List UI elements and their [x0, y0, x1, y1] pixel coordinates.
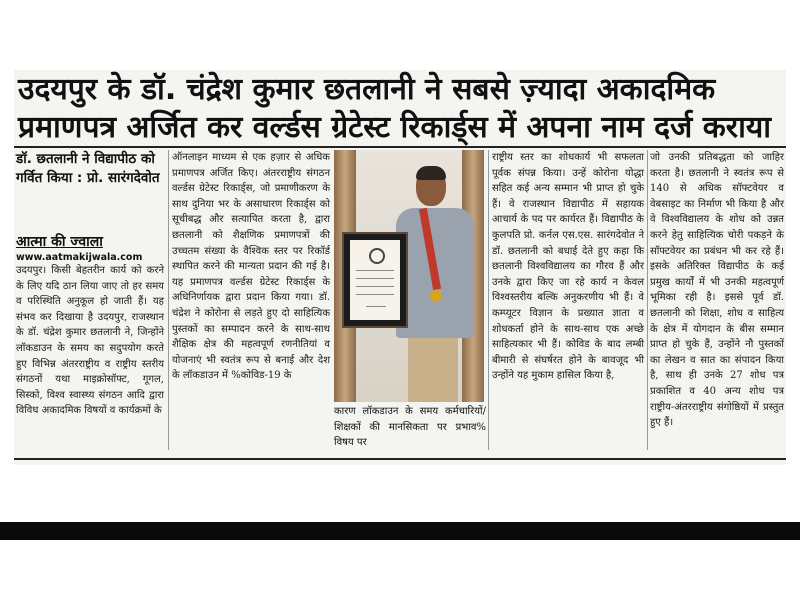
article-column-2: ऑनलाइन माध्यम से एक हज़ार से अधिक प्रमाणपत्र अर्जित किए। अंतरराष्ट्रीय संगठन वर्ल्डस ग्रेटेस्ट रिकार्ड्स, जो प्रमाणीकरण के साथ दुनिया भर के असाधारण रिकार्ड्स को सूचीबद्ध और सत्यापित करता है, द्वारा छतलानी को शैक्षणिक प्रमाणपत्रों की उच्चतम संख्या के वैश्विक स्तर पर रिकॉर्ड स्थापित करने की मान्यता प्रदान की गई है। यह प्रमाणपत्र वर्ल्डस ग्रेटेस्ट रिकार्ड्स के अधिनिर्णायक द्वारा प्रदान किया गया। डॉ. चंद्रेश ने कोरोना से लड़ते हुए दो साहित्यिक पुस्तकों का सम्पादन करने के साथ-साथ शैक्षिक क्षेत्र की महत्वपूर्ण रणनीतियां व योजनाएं भी स्वतंत्र रूप से बनाई और देश के लॉकडाउन में %कोविड-19 के: [172, 152, 330, 382]
certificate-seal-icon: [369, 248, 385, 264]
column-divider: [168, 150, 169, 450]
column-divider: [488, 150, 489, 450]
website: www.aatmakijwala.com: [16, 252, 143, 263]
article-column-3: राष्ट्रीय स्तर का शोधकार्य भी सफलता पूर्वक संपन्न किया। उन्हें कोरोना योद्धा सहित कई अन्य सम्मान भी प्राप्त हो चुके हैं। वे राजस्थान विद्यापीठ में सहायक आचार्य के पद पर कार्यरत हैं। विद्यापीठ के कुलपति प्रो. कर्नल एस.एस. सारंगदेवोत ने डॉ. छतलानी को बधाई देते हुए कहा कि छतलानी विश्वविद्यालय का गौरव हैं और उनके द्वारा किए जा रहे कार्य न केवल विश्वस्तरीय बल्कि अनुकरणीय भी हैं। वे कम्प्यूटर विज्ञान के प्रख्यात ज्ञाता व शोधकर्ता होने के साथ-साथ एक अच्छे साहित्यकार भी हैं। कोविड के बाद लम्बी बीमारी से संघर्षरत होने के बावजूद भी उन्होंने यह मुकाम हासिल किया है,: [492, 152, 644, 382]
headline-line-1: उदयपुर के डॉ. चंद्रेश कुमार छतलानी ने सबसे ज़्यादा अकादमिक: [18, 72, 716, 107]
certificate: [350, 240, 400, 320]
photo-caption: कारण लॉकडाउन के समय कर्मचारियों/शिक्षकों की मानसिकता पर प्रभाव% विषय पर: [334, 406, 486, 449]
person-hair: [416, 166, 446, 180]
article-column-4: जो उनकी प्रतिबद्धता को जाहिर करता है। छतलानी ने स्वतंत्र रूप से 140 से अधिक सॉफ्टवेयर व वेबसाइट का निर्माण भी किया है और वे विश्वविद्यालय के शोध को उन्नत करने हेतु साहित्यिक चोरी पकड़ने के सॉफ्टवेयर का प्रबंधन भी कर रहे हैं। इसके अतिरिक्त विद्यापीठ के कई प्रमुख कार्यों में भी उनकी महत्वपूर्ण भूमिका रही है। इससे पूर्व डॉ. छतलानी को शिक्षा, शोध व साहित्य के क्षेत्र में योगदान के बीस सम्मान प्राप्त हो चुके हैं, उन्होंने नौ पुस्तकों का लेखन व सात का संपादन किया है, साथ ही उनके 27 शोध पत्र प्रकाशित व 40 अन्य शोध पत्र राष्ट्रीय-अंतरराष्ट्रीय संगोष्ठियों में प्रस्तुत हुए हैं।: [650, 152, 784, 429]
medal-icon: [430, 290, 442, 302]
byline: आत्मा की ज्वाला: [16, 234, 103, 250]
subhead-block: [16, 150, 164, 188]
subhead: डॉ. छतलानी ने विद्यापीठ को गर्वित किया : प्रो. सारंगदेवोत: [16, 151, 160, 186]
headline-rule: [14, 146, 786, 148]
column-divider: [647, 150, 648, 450]
bottom-rule: [14, 458, 786, 460]
certificate-frame: [342, 232, 408, 328]
photo-dr-chhatlani-with-certificate: [334, 150, 484, 402]
article-column-1: उदयपुर। किसी बेहतरीन कार्य को करने के लिए यदि ठान लिया जाए तो हर समय व परिस्थिति अनुकूल हो जाती हैं। यह संभव कर दिखाया है उदयपुर, राजस्थान के डॉ. चंद्रेश कुमार छतलानी ने, जिन्होंने लॉकडाउन के समय का सदुपयोग करते हुए विभिन्न अंतरराष्ट्रीय व राष्ट्रीय स्तरीय संगठनों यथा माइक्रोसॉफ्ट, गूगल, सिस्को, विश्व स्वास्थ्य संगठन आदि द्वारा विविध अकादमिक विषयों व कार्यक्रमों के: [16, 265, 164, 417]
person-legs: [408, 336, 458, 402]
black-bar: [0, 522, 800, 540]
headline-line-2: प्रमाणपत्र अर्जित कर वर्ल्डस ग्रेटेस्ट रिकार्ड्स में अपना नाम दर्ज कराया: [18, 110, 772, 145]
